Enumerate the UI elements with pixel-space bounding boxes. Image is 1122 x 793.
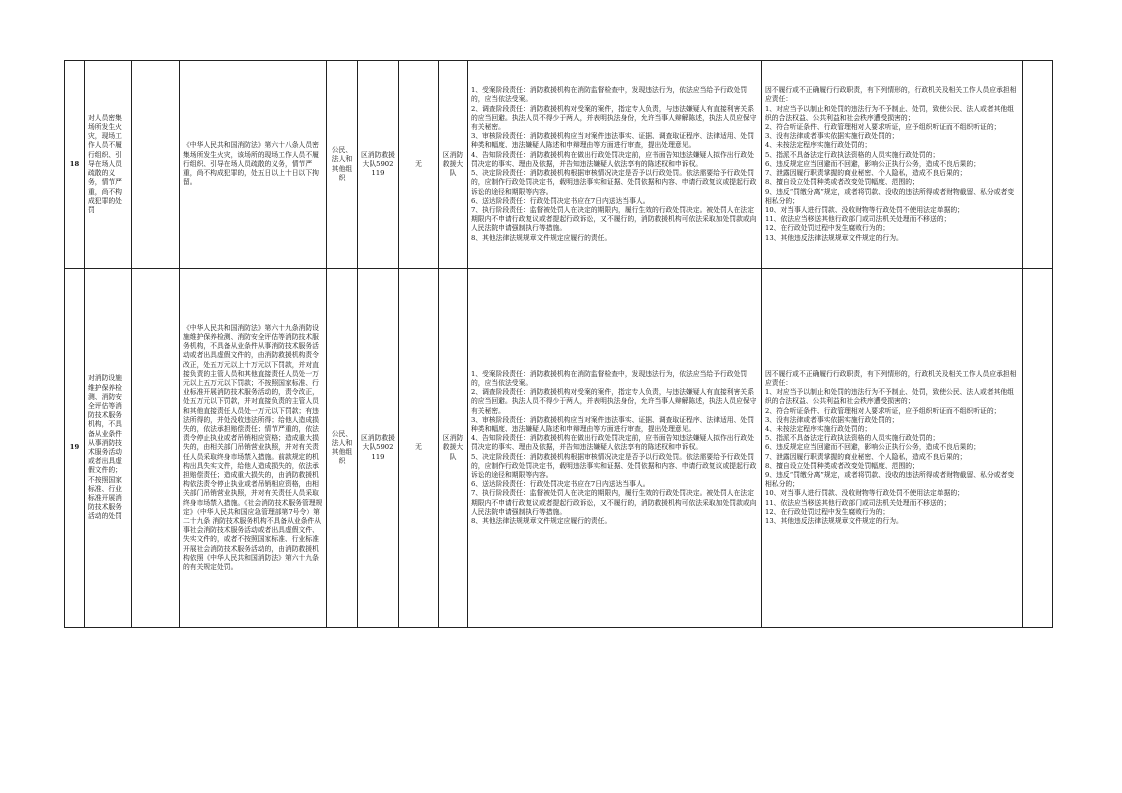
duty-list <box>468 269 762 628</box>
accountability-item: 3、没有法律或者事实依据实施行政处罚的； <box>765 415 899 424</box>
accountability-item: 7、泄露因履行职责掌握的商业秘密、个人隐私，造成不良后果的； <box>765 452 967 461</box>
duty-item: 7、执行阶段责任：监督被处罚人在决定的期限内，履行生效的行政处罚决定。被处罚人在法定期限内不申请行政复议或者提起行政诉讼，又不履行的，消防救援机构可依法采取加处罚款或向人民法院申请强制执行等措施。 <box>471 205 757 233</box>
responsible-unit: 区消防救援大队5902119 <box>358 269 399 628</box>
duty-list <box>468 61 762 269</box>
duty-item: 4、告知阶段责任：消防救援机构在做出行政处罚决定前，应书面告知违法嫌疑人拟作出行政处罚决定的事实、理由及依据，并告知违法嫌疑人依法享有的陈述权和申诉权。 <box>471 434 754 452</box>
duty-item: 7、执行阶段责任：监督被处罚人在决定的期限内，履行生效的行政处罚决定。被处罚人在法定期限内不申请行政复议或者提起行政诉讼，又不履行的，消防救援机构可依法采取加处罚款或向人民法院申请强制执行等措施。 <box>471 489 757 516</box>
accountability-item: 7、泄露因履行职责掌握的商业秘密、个人隐私，造成不良后果的； <box>765 169 967 178</box>
legal-basis: 《中华人民共和国消防法》第六十八条人员密集场所发生火灾，该场所的现场工作人员不履行组织、引导在场人员疏散的义务，情节严重，尚不构成犯罪的，处五日以上十日以下拘留。 <box>180 61 327 269</box>
implementing-dept: 区消防救援大队 <box>439 269 468 628</box>
row-number: 18 <box>65 61 85 269</box>
accountability-item: 11、依法应当移送其他行政部门或司法机关处理而不移送的； <box>765 498 951 507</box>
accountability-item: 12、在行政处罚过程中发生腐败行为的； <box>765 507 890 516</box>
accountability-item: 5、指派不具备法定行政执法资格的人员实施行政处罚的； <box>765 150 940 159</box>
accountability-item: 8、擅自设立处罚种类或者改变处罚幅度、范围的； <box>765 461 919 470</box>
accountability-item: 12、在行政处罚过程中发生腐败行为的； <box>765 224 890 233</box>
accountability-item: 13、其他违反法律法规规章文件规定的行为。 <box>765 233 903 242</box>
duty-item: 5、决定阶段责任：消防救援机构根据审核情况决定是否予以行政处罚。依法需要给予行政处罚的，应制作行政处罚决定书，载明违法事实和证据、处罚依据和内容、申请行政复议或提起行政诉讼的途径和期限等内容。 <box>471 169 757 196</box>
accountability-list <box>762 269 1023 628</box>
empty-cell <box>132 269 180 628</box>
accountability-item: 5、指派不具备法定行政执法资格的人员实施行政处罚的； <box>765 434 940 443</box>
accountability-list <box>762 61 1023 269</box>
accountability-item: 9、违反“罚缴分离”规定，或者将罚款、没收的违法所得或者财物截留、私分或者变相私分的； <box>765 471 1015 489</box>
duty-item: 3、审核阶段责任：消防救援机构应当对案件违法事实、证据、调查取证程序、法律适用、处罚种类和幅度、违法嫌疑人陈述和申辩理由等方面进行审查，提出处理意见。 <box>471 415 754 433</box>
responsible-unit: 区消防救援大队5902119 <box>358 61 399 269</box>
accountability-item: 10、对当事人进行罚款、没收财物等行政处罚不使用法定单据的； <box>765 489 964 498</box>
empty-cell <box>1023 61 1053 269</box>
empty-cell <box>1023 269 1053 628</box>
accountability-item: 6、违反规定应当回避而不回避，影响公正执行公务，造成不良后果的； <box>765 443 981 452</box>
table-row <box>65 61 1053 269</box>
duty-item: 2、调查阶段责任：消防救援机构对受案的案件，指定专人负责，与违法嫌疑人有直接利害关系的应当回避。执法人员不得少于两人，并表明执法身份，允许当事人辩解陈述，执法人员应保守有关秘密。 <box>471 388 757 415</box>
target-subject: 公民、法人和其他组织 <box>327 269 358 628</box>
accountability-item: 11、依法应当移送其他行政部门或司法机关处理而不移送的； <box>765 215 951 224</box>
duty-item: 8、其他法律法规规章文件规定应履行的责任。 <box>471 233 612 242</box>
target-subject: 公民、法人和其他组织 <box>327 61 358 269</box>
item-name: 对消防设施维护保养检测、消防安全评估等消防技术服务机构，不具备从业条件从事消防技术服务活动或者出具虚假文件的；不按照国家标准、行业标准开展消防技术服务活动的处罚 <box>85 269 132 628</box>
accountability-item: 2、符合听证条件、行政管理相对人要求听证，应予组织听证而不组织听证的； <box>765 406 1001 415</box>
duty-item: 4、告知阶段责任：消防救援机构在做出行政处罚决定前，应书面告知违法嫌疑人拟作出行政处罚决定的事实、理由及依据，并告知违法嫌疑人依法享有的陈述权和申诉权。 <box>471 150 754 168</box>
duty-item: 3、审核阶段责任：消防救援机构应当对案件违法事实、证据、调查取证程序、法律适用、处罚种类和幅度、违法嫌疑人陈述和申辩理由等方面进行审查，提出处理意见。 <box>471 132 754 150</box>
duty-item: 5、决定阶段责任：消防救援机构根据审核情况决定是否予以行政处罚。依法需要给予行政处罚的，应制作行政处罚决定书，载明违法事实和证据、处罚依据和内容、申请行政复议或提起行政诉讼的途径和期限等内容。 <box>471 452 757 479</box>
duty-item: 2、调查阶段责任：消防救援机构对受案的案件，指定专人负责，与违法嫌疑人有直接利害关系的应当回避。执法人员不得少于两人，并表明执法身份，允许当事人辩解陈述，执法人员应保守有关秘密。 <box>471 104 757 132</box>
implementing-dept: 区消防救援大队 <box>439 61 468 269</box>
accountability-intro: 因不履行或不正确履行行政职责，有下列情形的，行政机关及相关工作人员应承担相应责任： <box>765 86 1017 104</box>
power-list-table <box>64 60 1053 628</box>
row-number: 19 <box>65 269 85 628</box>
accountability-item: 4、未按法定程序实施行政处罚的； <box>765 424 872 433</box>
accountability-item: 13、其他违反法律法规规章文件规定的行为。 <box>765 517 903 526</box>
legal-basis: 《中华人民共和国消防法》第六十九条消防设施维护保养检测、消防安全评估等消防技术服务机构，不具备从业条件从事消防技术服务活动或者出具虚假文件的，由消防救援机构责令改正，处五万元以上十万元以下罚款，并对直接负责的主管人员和其他直接责任人员处一万元以上五万元以下罚款；不按照国家标准、行业标准开展消防技术服务活动的，责令改正，处五万元以下罚款，并对直接负责的主管人员和其他直接责任人员处一万元以下罚款；有违法所得的，并处没收违法所得；给他人造成损失的，依法承担赔偿责任；情节严重的，依法责令停止执业或者吊销相应资格；造成重大损失的，由相关部门吊销营业执照，并对有关责任人员采取终身市场禁入措施。前款规定的机构出具失实文件，给他人造成损失的，依法承担赔偿责任；造成重大损失的，由消防救援机构依法责令停止执业或者吊销相应资格，由相关部门吊销营业执照，并对有关责任人员采取终身市场禁入措施。《社会消防技术服务管理规定》（中华人民共和国应急管理部第7号令）第二十九条 消防技术服务机构不具备从业条件从事社会消防技术服务活动或者出具虚假文件、失实文件的，或者不按照国家标准、行业标准开展社会消防技术服务活动的，由消防救援机构依照《中华人民共和国消防法》第六十九条的有关规定处罚。 <box>180 269 327 628</box>
accountability-item: 1、对应当予以制止和处罚的违法行为不予制止、处罚，致使公民、法人或者其他组织的合法权益、公共利益和社会秩序遭受损害的； <box>765 104 1015 122</box>
accountability-item: 1、对应当予以制止和处罚的违法行为不予制止、处罚，致使公民、法人或者其他组织的合法权益、公共利益和社会秩序遭受损害的； <box>765 388 1015 406</box>
duty-item: 6、送达阶段责任：行政处罚决定书应在7日内送达当事人。 <box>471 196 650 205</box>
remark: 无 <box>399 61 439 269</box>
accountability-item: 4、未按法定程序实施行政处罚的； <box>765 141 872 150</box>
accountability-item: 8、擅自设立处罚种类或者改变处罚幅度、范围的； <box>765 178 919 187</box>
remark: 无 <box>399 269 439 628</box>
accountability-item: 10、对当事人进行罚款、没收财物等行政处罚不使用法定单据的； <box>765 205 964 214</box>
duty-item: 6、送达阶段责任：行政处罚决定书应在7日内送达当事人。 <box>471 480 650 489</box>
accountability-item: 3、没有法律或者事实依据实施行政处罚的； <box>765 132 899 141</box>
item-name: 对人员密集场所发生火灾，现场工作人员不履行组织、引导在场人员疏散的义务，情节严重，尚不构成犯罪的处罚 <box>85 61 132 269</box>
accountability-intro: 因不履行或不正确履行行政职责，有下列情形的，行政机关及相关工作人员应承担相应责任： <box>765 369 1017 387</box>
accountability-item: 2、符合听证条件、行政管理相对人要求听证，应予组织听证而不组织听证的； <box>765 123 1001 132</box>
accountability-item: 9、违反“罚缴分离”规定，或者将罚款、没收的违法所得或者财物截留、私分或者变相私分的； <box>765 187 1015 205</box>
accountability-item: 6、违反规定应当回避而不回避，影响公正执行公务，造成不良后果的； <box>765 159 981 168</box>
duty-item: 8、其他法律法规规章文件规定应履行的责任。 <box>471 517 612 526</box>
table-row <box>65 269 1053 628</box>
empty-cell <box>132 61 180 269</box>
duty-item: 1、受案阶段责任：消防救援机构在消防监督检查中，发现违法行为，依法应当给予行政处罚的，应当依法受案。 <box>471 86 748 104</box>
duty-item: 1、受案阶段责任：消防救援机构在消防监督检查中，发现违法行为，依法应当给予行政处罚的，应当依法受案。 <box>471 369 748 387</box>
